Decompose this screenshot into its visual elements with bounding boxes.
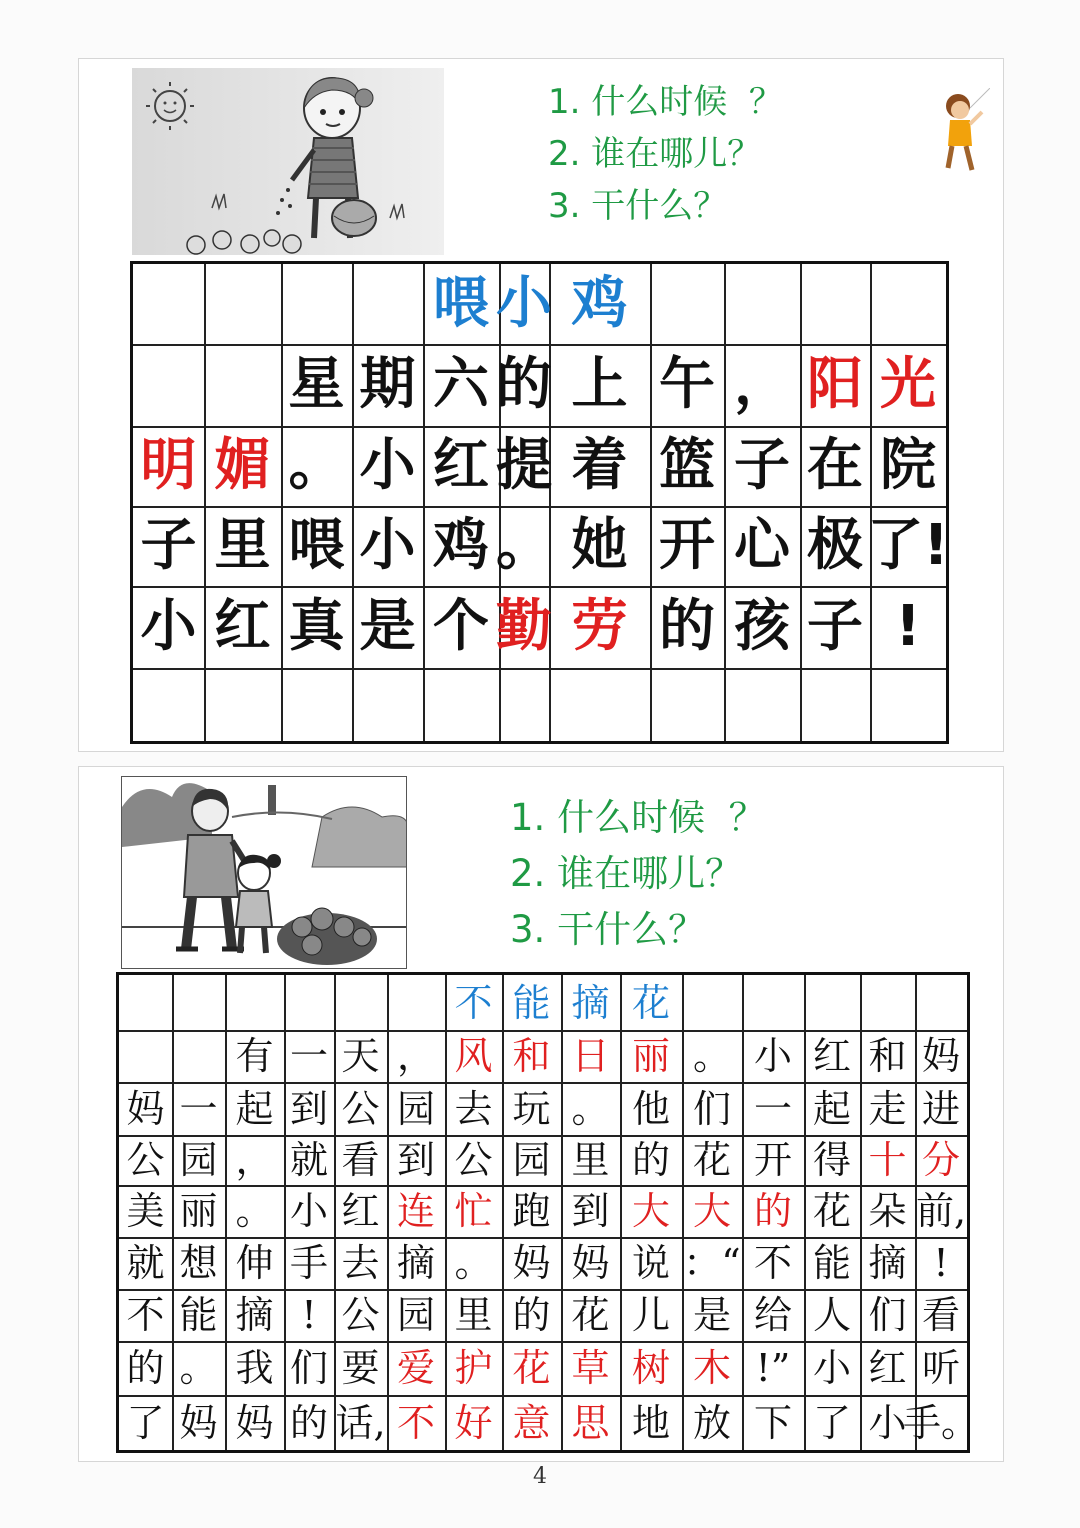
grid-character: 美 (126, 1189, 165, 1233)
empty-grid-cell (860, 975, 915, 1030)
grid-character: 天 (341, 1034, 380, 1078)
grid-character: 就 (126, 1241, 165, 1285)
grid-character: 要 (341, 1346, 380, 1390)
grid-character: 的 (496, 352, 552, 417)
grid-character: 大 (692, 1189, 731, 1233)
grid-character: 能 (179, 1293, 218, 1337)
grid-character: 护 (454, 1346, 493, 1390)
grid-character: 媚 (214, 433, 271, 498)
grid-character: 子 (734, 433, 790, 498)
grid-character: 公 (341, 1086, 380, 1131)
grid-character: ：“ (683, 1241, 741, 1285)
question-when: 1. 什么时候 ？ (510, 796, 766, 839)
title-character: 喂 (433, 271, 489, 336)
grid-character: 她 (571, 513, 628, 578)
grid-character: 了 (126, 1400, 165, 1445)
grid-character: 花 (812, 1189, 851, 1233)
grid-character: 心 (734, 513, 790, 578)
grid-character: 劳 (571, 594, 628, 659)
grid-character: 思 (571, 1400, 610, 1445)
title-character: 小 (496, 271, 552, 336)
grid-character: ! (933, 1241, 949, 1285)
grid-character: ! (895, 594, 921, 659)
illustration-girl-feeding-chicks (132, 68, 444, 255)
empty-grid-cell (119, 1030, 172, 1082)
text-row (119, 1237, 967, 1289)
title-character: 花 (631, 980, 670, 1025)
grid-character: 不 (126, 1293, 165, 1337)
grid-character: 走 (868, 1086, 907, 1131)
grid-character: 鸡 (433, 513, 489, 578)
grid-character: 跑 (512, 1189, 551, 1233)
grid-character: 小 (359, 433, 416, 498)
grid-character: 着 (571, 433, 628, 498)
grid-character: 红 (812, 1034, 851, 1078)
grid-character: 里 (454, 1293, 493, 1337)
grid-character: 妈 (126, 1086, 165, 1131)
text-row (119, 1135, 967, 1185)
empty-grid-cell (284, 975, 334, 1030)
grid-character: 听 (921, 1346, 960, 1390)
grid-character: 到 (289, 1086, 328, 1131)
question-who-where: 2. 谁在哪儿？ (510, 852, 743, 895)
guide-questions-1 (548, 76, 783, 232)
text-row (133, 426, 946, 506)
empty-grid-cell (650, 264, 724, 344)
grid-character: 小 (289, 1189, 328, 1233)
grid-character: 和 (868, 1034, 907, 1078)
grid-character: 意 (512, 1400, 551, 1445)
grid-character: 起 (812, 1086, 851, 1131)
grid-character: 里 (214, 513, 271, 578)
grid-character: 朵 (868, 1189, 907, 1233)
grid-character: 摘 (396, 1241, 435, 1285)
grid-character: 和 (512, 1034, 551, 1078)
grid-character: 妈 (179, 1400, 218, 1445)
grid-character: 下 (753, 1400, 792, 1445)
grid-character: 伸 (235, 1241, 274, 1285)
grid-character: 是 (692, 1293, 731, 1337)
grid-character: 丽 (631, 1034, 670, 1078)
illustration-mother-girl-park (121, 776, 407, 969)
writing-grid-1 (130, 261, 949, 744)
grid-character: 是 (359, 594, 416, 659)
grid-character: 们 (692, 1086, 731, 1131)
grid-character: 院 (880, 433, 936, 498)
grid-character: 小 (359, 513, 416, 578)
grid-character: 想 (179, 1241, 218, 1285)
empty-grid-cell (334, 975, 387, 1030)
grid-character: 喂 (288, 513, 345, 578)
grid-character: 红 (341, 1189, 380, 1233)
grid-character: 。 (692, 1034, 731, 1078)
empty-grid-cell (225, 975, 284, 1030)
empty-grid-cell (650, 668, 724, 741)
grid-character: 孩 (734, 594, 790, 659)
grid-character: 个 (433, 594, 489, 659)
empty-grid-cell (387, 975, 445, 1030)
title-character: 摘 (571, 980, 610, 1025)
grid-character: 花 (571, 1293, 610, 1337)
grid-character: ， (235, 1138, 274, 1182)
grid-character: 分 (921, 1138, 960, 1182)
grid-character: 不 (396, 1400, 435, 1445)
grid-character: 午 (659, 352, 715, 417)
grid-character: 的 (659, 594, 715, 659)
text-row (119, 1289, 967, 1341)
grid-character: 阳 (807, 352, 863, 417)
grid-character: 小 (868, 1400, 907, 1445)
grid-character: 有 (235, 1034, 274, 1078)
grid-character: 六 (433, 352, 489, 417)
grid-character: 勤 (496, 594, 552, 659)
grid-character: 前, (915, 1189, 967, 1233)
grid-character: 草 (571, 1346, 610, 1390)
grid-character: 在 (807, 433, 863, 498)
grid-character: 园 (396, 1293, 435, 1337)
empty-grid-cell (742, 975, 804, 1030)
empty-grid-cell (549, 668, 650, 741)
grid-character: 连 (396, 1189, 435, 1233)
text-row (119, 1341, 967, 1395)
grid-character: 一 (179, 1086, 218, 1131)
grid-character: 子 (807, 594, 863, 659)
grid-character: 们 (868, 1293, 907, 1337)
grid-character: 大 (631, 1189, 670, 1233)
text-row (119, 1395, 980, 1450)
grid-character: 红 (433, 433, 489, 498)
grid-character: 能 (812, 1241, 851, 1285)
empty-grid-cell (804, 975, 860, 1030)
empty-grid-cell (172, 975, 225, 1030)
empty-grid-cell (133, 264, 204, 344)
grid-character: 到 (396, 1138, 435, 1182)
grid-character: 妈 (921, 1034, 960, 1078)
grid-character: 说 (631, 1241, 670, 1285)
grid-character: 红 (214, 594, 271, 659)
grid-character: ! (301, 1293, 317, 1337)
empty-grid-cell (281, 264, 352, 344)
question-when: 1. 什么时候 ？ (548, 82, 783, 122)
empty-grid-cell (800, 264, 870, 344)
text-row (119, 1185, 967, 1237)
grid-character: 极 (807, 513, 863, 578)
grid-character: 妈 (235, 1400, 274, 1445)
grid-character: 光 (880, 352, 936, 417)
grid-character: 看 (921, 1293, 960, 1337)
question-what: 3. 干什么？ (548, 186, 728, 226)
grid-character: 。 (235, 1189, 274, 1233)
grid-character: 花 (512, 1346, 551, 1390)
question-what: 3. 干什么？ (510, 908, 706, 951)
title-row (119, 975, 967, 1030)
grid-character: 不 (753, 1241, 792, 1285)
grid-character: 。 (179, 1346, 218, 1390)
grid-character: 手。 (903, 1400, 980, 1445)
grid-character: 小 (812, 1346, 851, 1390)
empty-grid-cell (423, 668, 499, 741)
grid-character: 日 (571, 1034, 610, 1078)
empty-grid-cell (499, 668, 549, 741)
grid-character: 我 (235, 1346, 274, 1390)
grid-character: 得 (812, 1138, 851, 1182)
girl-feeding-chicks-image (132, 68, 444, 255)
title-character: 不 (454, 980, 493, 1025)
grid-character: 木 (692, 1346, 731, 1390)
grid-character: 。 (288, 433, 345, 498)
grid-character: 子 (140, 513, 197, 578)
empty-grid-cell (204, 668, 281, 741)
mother-girl-park-image (122, 777, 407, 969)
grid-character: 人 (812, 1293, 851, 1337)
grid-character: 一 (753, 1086, 792, 1131)
grid-character: 摘 (868, 1241, 907, 1285)
grid-character: 一 (289, 1034, 328, 1078)
grid-character: 手 (289, 1241, 328, 1285)
grid-character: 期 (359, 352, 416, 417)
text-row (133, 668, 946, 741)
writing-grid-2 (116, 972, 980, 1453)
empty-grid-cell (870, 668, 946, 741)
empty-grid-cell (204, 264, 281, 344)
empty-grid-cell (133, 668, 204, 741)
grid-character: !” (755, 1346, 791, 1390)
grid-character: 。 (454, 1241, 493, 1285)
page-number: 4 (533, 1464, 547, 1489)
grid-character: 到 (571, 1189, 610, 1233)
grid-character: 给 (753, 1293, 792, 1337)
empty-grid-cell (119, 975, 172, 1030)
grid-character: 公 (341, 1293, 380, 1337)
grid-character: 话, (335, 1400, 386, 1445)
grid-character: 园 (179, 1138, 218, 1182)
grid-character: 的 (631, 1138, 670, 1182)
text-row (119, 1082, 967, 1135)
empty-grid-cell (870, 264, 946, 344)
grid-character: 起 (235, 1086, 274, 1131)
grid-character: 妈 (571, 1241, 610, 1285)
grid-character: 公 (454, 1138, 493, 1182)
grid-character: 就 (289, 1138, 328, 1182)
grid-character: 上 (571, 352, 628, 417)
grid-character: 玩 (512, 1086, 551, 1131)
grid-character: 十 (868, 1138, 907, 1182)
text-row (133, 506, 949, 586)
grid-character: 妈 (512, 1241, 551, 1285)
grid-character: 里 (571, 1138, 610, 1182)
grid-character: 儿 (631, 1293, 670, 1337)
empty-grid-cell (352, 264, 423, 344)
empty-grid-cell (281, 668, 352, 741)
grid-character: 的 (753, 1189, 792, 1233)
grid-character: 地 (631, 1400, 670, 1445)
grid-character: 小 (140, 594, 197, 659)
grid-character: 了 (812, 1400, 851, 1445)
grid-character: 去 (454, 1086, 493, 1131)
grid-character: 放 (692, 1400, 731, 1445)
grid-character: 花 (692, 1138, 731, 1182)
grid-character: 好 (454, 1400, 493, 1445)
grid-character: 提 (496, 433, 552, 498)
grid-character: 树 (631, 1346, 670, 1390)
grid-character: 他 (631, 1086, 670, 1131)
grid-character: 丽 (179, 1189, 218, 1233)
title-character: 鸡 (571, 271, 628, 336)
empty-grid-cell (915, 975, 967, 1030)
grid-character: 明 (140, 433, 197, 498)
title-character: 能 (512, 980, 551, 1025)
question-who-where: 2. 谁在哪儿？ (548, 134, 762, 174)
grid-character: 真 (288, 594, 345, 659)
empty-grid-cell (682, 975, 742, 1030)
grid-character: 进 (921, 1086, 960, 1131)
grid-character: 去 (341, 1241, 380, 1285)
empty-grid-cell (800, 668, 870, 741)
grid-character: 的 (512, 1293, 551, 1337)
empty-grid-cell (172, 1030, 225, 1082)
boy-with-kite-icon (930, 88, 990, 176)
grid-character: 红 (868, 1346, 907, 1390)
grid-character: 星 (288, 352, 345, 417)
grid-character: ， (734, 352, 790, 417)
empty-grid-cell (352, 668, 423, 741)
empty-grid-cell (133, 344, 204, 426)
text-row (133, 344, 946, 426)
grid-character: 园 (512, 1138, 551, 1182)
empty-grid-cell (724, 668, 800, 741)
guide-questions-2 (510, 790, 766, 958)
grid-character: 看 (341, 1138, 380, 1182)
empty-grid-cell (204, 344, 281, 426)
title-row (133, 264, 946, 344)
grid-character: 的 (289, 1400, 328, 1445)
grid-character: 公 (126, 1138, 165, 1182)
grid-character: ， (396, 1034, 435, 1078)
grid-character: 。 (496, 513, 552, 578)
grid-character: 。 (571, 1086, 610, 1131)
grid-character: 了! (867, 513, 949, 578)
grid-character: 园 (396, 1086, 435, 1131)
text-row (119, 1030, 967, 1082)
grid-character: 风 (454, 1034, 493, 1078)
text-row (133, 586, 946, 668)
grid-character: 忙 (454, 1189, 493, 1233)
grid-character: 开 (753, 1138, 792, 1182)
grid-character: 爱 (396, 1346, 435, 1390)
grid-character: 们 (289, 1346, 328, 1390)
grid-character: 小 (753, 1034, 792, 1078)
grid-character: 的 (126, 1346, 165, 1390)
empty-grid-cell (724, 264, 800, 344)
grid-character: 篮 (659, 433, 715, 498)
grid-character: 摘 (235, 1293, 274, 1337)
grid-character: 开 (659, 513, 715, 578)
